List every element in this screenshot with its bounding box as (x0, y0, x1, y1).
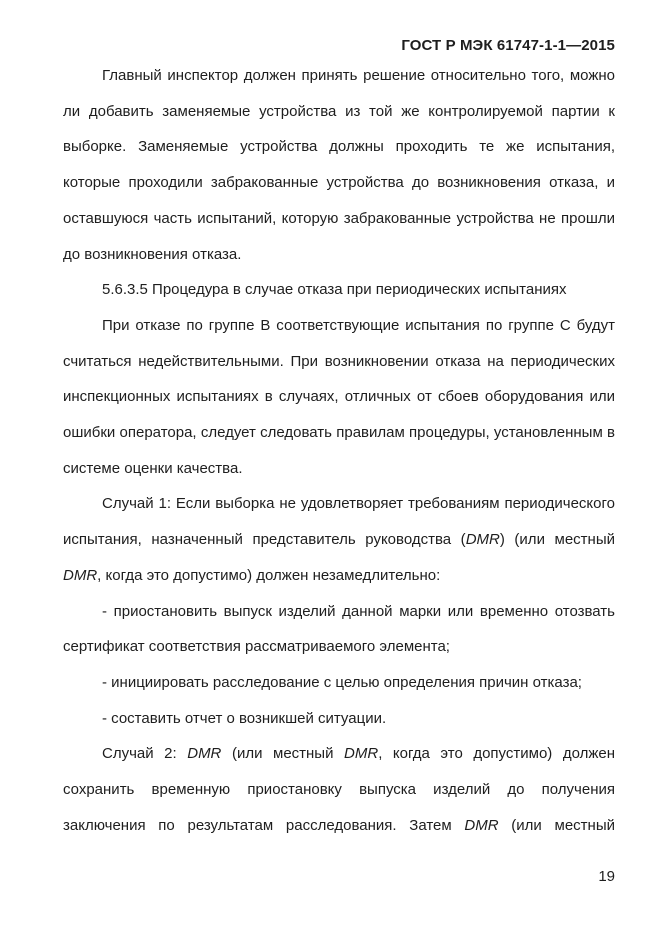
case-1-text-e: , когда это допустимо) должен незамедлительно: (97, 566, 441, 584)
paragraph-group-failure: При отказе по группе B соответствующие испытания по группе C будут считаться недействительными. При возникновении отказа на периодических инспекционных испытаниях в случаях, отличных от сбоев оборудования или ошибки оператора, следует следовать правилам процедуры, установленным в системе оценки качества. (63, 316, 615, 477)
case-2-text-c: (или местный (221, 745, 345, 763)
case-2-text-g: (или местный (498, 816, 615, 834)
list-item-suspend: - приостановить выпуск изделий данной марки или временно отозвать сертификат соответствия рассматриваемого элемента; (63, 602, 615, 656)
document-body (63, 58, 615, 843)
case-2-dmr-1: DMR (187, 745, 222, 763)
list-item-investigate: - инициировать расследование с целью определения причин отказа; (102, 673, 582, 691)
list-item-report: - составить отчет о возникшей ситуации. (102, 709, 387, 727)
case-2-text-a: Случай 2: (102, 745, 188, 763)
case-1-dmr-2: DMR (63, 566, 98, 584)
case-2-text-e: , когда это допустимо) должен сохранить временную приостановку выпуска изделий до получения заключения по результатам расследования. Затем (63, 745, 616, 834)
case-1-text-c: ) (или местный (499, 531, 615, 549)
page-number: 19 (598, 868, 615, 885)
section-heading-5-6-3-5: 5.6.3.5 Процедура в случае отказа при периодических испытаниях (102, 281, 567, 299)
paragraph-case-1 (63, 486, 615, 593)
case-2-dmr-2: DMR (344, 745, 379, 763)
document-header: ГОСТ Р МЭК 61747-1-1—2015 (401, 37, 615, 54)
case-1-text-a: Случай 1: Если выборка не удовлетворяет требованиям периодического испытания, назначенный представитель руководства ( (63, 495, 615, 549)
paragraph-case-2 (63, 736, 615, 843)
case-2-dmr-3: DMR (464, 816, 499, 834)
case-1-dmr-1: DMR (465, 531, 500, 549)
paragraph-inspector-decision: Главный инспектор должен принять решение относительно того, можно ли добавить заменяемые устройства из той же контролируемой партии к выборке. Заменяемые устройства должны проходить те же испытания, которые проходили забракованные устройства до возникновения отказа, и оставшуюся часть испытаний, которую забракованные устройства не прошли до возникновения отказа. (63, 67, 615, 263)
